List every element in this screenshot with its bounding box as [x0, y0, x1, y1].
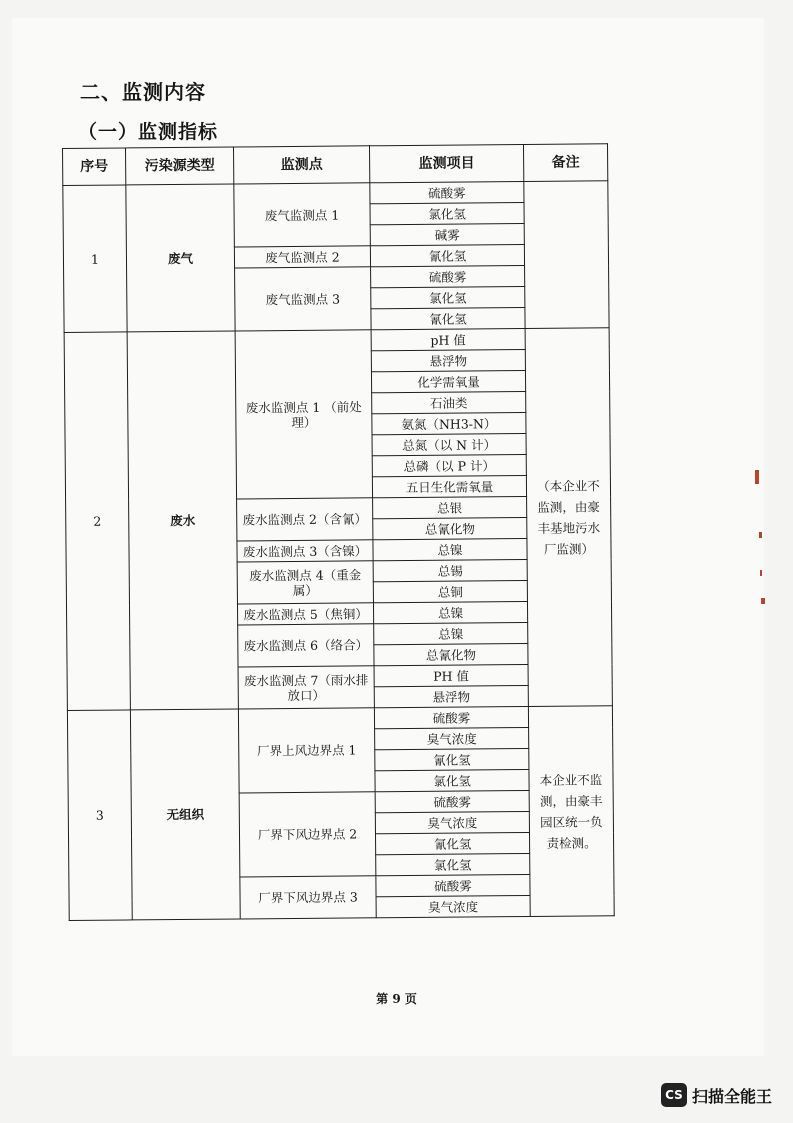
monitoring-item-cell: 石油类: [372, 391, 526, 413]
row-no-cell: 3: [67, 710, 132, 921]
table-row: [67, 706, 612, 732]
monitoring-point-cell: 废水监测点 3（含镍）: [237, 540, 373, 562]
monitoring-item-cell: pH 值: [371, 328, 525, 350]
monitoring-item-cell: 总镍: [374, 622, 528, 644]
monitoring-point-cell: 厂界下风边界点 3: [240, 876, 376, 919]
monitoring-item-cell: 氯化氢: [371, 286, 525, 308]
monitoring-point-cell: 厂界上风边界点 1: [238, 708, 375, 793]
remarks-cell: （本企业不监测，由豪丰基地污水厂监测）: [525, 328, 612, 707]
monitoring-item-cell: 氨氮（NH3-N）: [372, 412, 526, 434]
monitoring-item-cell: 硫酸雾: [374, 706, 528, 728]
table-row: [63, 181, 608, 207]
monitoring-point-cell: 废水监测点 6（络合）: [238, 624, 374, 667]
source-type-cell: 废气: [126, 184, 235, 332]
monitoring-item-cell: 臭气浓度: [375, 727, 529, 749]
monitoring-item-cell: 硫酸雾: [370, 181, 524, 203]
monitoring-point-cell: 废水监测点 2（含氰）: [237, 498, 373, 541]
monitoring-item-cell: 氯化氢: [376, 853, 530, 875]
monitoring-item-cell: 总镍: [373, 601, 527, 623]
monitoring-item-cell: 臭气浓度: [376, 895, 530, 917]
header-monitoring-point: 监测点: [233, 146, 369, 184]
monitoring-item-cell: 总锡: [373, 559, 527, 581]
source-type-cell: 无组织: [130, 709, 240, 920]
monitoring-item-cell: 悬浮物: [374, 685, 528, 707]
monitoring-item-cell: 五日生化需氧量: [372, 475, 526, 497]
monitoring-item-cell: 总银: [373, 496, 527, 518]
table-row: [64, 328, 609, 354]
monitoring-item-cell: 总氮（以 N 计）: [372, 433, 526, 455]
monitoring-item-cell: 氰化氢: [370, 244, 524, 266]
monitoring-item-cell: 化学需氧量: [371, 370, 525, 392]
row-no-cell: 1: [63, 185, 127, 333]
section-title: 二、监测内容: [80, 80, 206, 104]
monitoring-item-cell: 硫酸雾: [376, 874, 530, 896]
monitoring-point-cell: 厂界下风边界点 2: [239, 792, 376, 877]
monitoring-item-cell: 总氰化物: [374, 643, 528, 665]
monitoring-item-cell: 氰化氢: [375, 832, 529, 854]
monitoring-point-cell: 废气监测点 1: [234, 183, 371, 247]
table-body: [63, 181, 614, 921]
remarks-cell: [524, 181, 609, 329]
monitoring-point-cell: 废水监测点 5（焦铜）: [237, 603, 373, 625]
monitoring-item-cell: 总铜: [373, 580, 527, 602]
monitoring-point-cell: 废水监测点 7（雨水排放口）: [238, 666, 374, 709]
camscanner-logo: CS: [661, 1083, 687, 1107]
monitoring-item-cell: 总镍: [373, 538, 527, 560]
monitoring-item-cell: 悬浮物: [371, 349, 525, 371]
header-remarks: 备注: [523, 144, 607, 182]
monitoring-point-cell: 废水监测点 4（重金属）: [237, 561, 373, 604]
monitoring-table: [62, 143, 615, 921]
camscanner-name: 扫描全能王: [692, 1086, 773, 1106]
subsection-title: （一）监测指标: [78, 121, 219, 143]
page-number: 第 9 页: [376, 992, 417, 1006]
monitoring-item-cell: 臭气浓度: [375, 811, 529, 833]
monitoring-point-cell: 废气监测点 2: [234, 246, 370, 268]
camscanner-watermark: [661, 1080, 772, 1110]
monitoring-item-cell: 氯化氢: [375, 769, 529, 791]
monitoring-point-cell: 废气监测点 3: [235, 267, 372, 331]
monitoring-point-cell: 废水监测点 1 （前处理）: [235, 330, 372, 499]
row-no-cell: 2: [64, 332, 130, 711]
monitoring-item-cell: 氯化氢: [370, 202, 524, 224]
header-source-type: 污染源类型: [126, 147, 234, 185]
monitoring-item-cell: PH 值: [374, 664, 528, 686]
remarks-cell: 本企业不监测，由豪丰园区统一负责检测。: [528, 706, 614, 917]
monitoring-item-cell: 硫酸雾: [375, 790, 529, 812]
monitoring-item-cell: 氰化氢: [371, 307, 525, 329]
table-header-row: [63, 144, 608, 186]
monitoring-item-cell: 氰化氢: [375, 748, 529, 770]
header-no: 序号: [63, 148, 126, 186]
monitoring-item-cell: 总氰化物: [373, 517, 527, 539]
header-monitoring-item: 监测项目: [369, 144, 523, 182]
source-type-cell: 废水: [127, 331, 238, 710]
monitoring-item-cell: 碱雾: [370, 223, 524, 245]
monitoring-item-cell: 总磷（以 P 计）: [372, 454, 526, 476]
monitoring-item-cell: 硫酸雾: [371, 265, 525, 287]
